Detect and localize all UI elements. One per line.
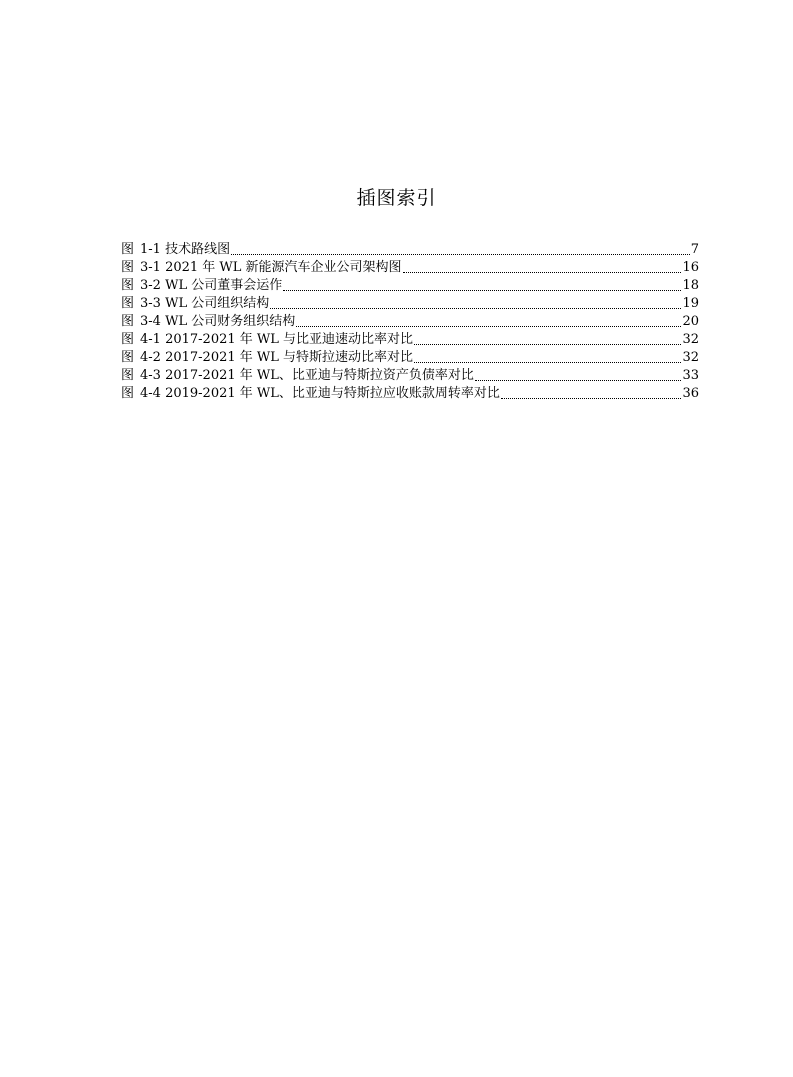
toc-entry-title: 4-2 2017-2021 年 WL 与特斯拉速动比率对比	[140, 350, 414, 365]
toc-entry[interactable]	[121, 259, 699, 277]
toc-entry-label	[121, 385, 500, 403]
toc-entry[interactable]	[121, 313, 699, 331]
toc-entry-prefix: 图	[121, 278, 135, 293]
toc-entry-title: 1-1 技术路线图	[140, 242, 231, 257]
toc-entry-page-number: 7	[690, 242, 699, 257]
figure-index-list	[121, 241, 699, 403]
toc-entry[interactable]	[121, 295, 699, 313]
toc-entry-title: 3-3 WL 公司组织结构	[140, 296, 270, 311]
toc-entry-page-number: 19	[682, 296, 699, 311]
toc-entry-page-number: 32	[682, 350, 699, 365]
toc-entry-prefix: 图	[121, 242, 135, 257]
toc-entry-title: 3-4 WL 公司财务组织结构	[140, 314, 296, 329]
toc-entry[interactable]	[121, 349, 699, 367]
toc-entry-label	[121, 259, 402, 277]
dot-leader	[270, 308, 681, 309]
toc-entry-label	[121, 331, 413, 349]
toc-entry-page-number: 18	[682, 278, 699, 293]
dot-leader	[283, 290, 681, 291]
toc-entry-prefix: 图	[121, 332, 135, 347]
toc-entry-label	[121, 241, 230, 259]
page-title: 插图索引	[356, 187, 437, 209]
toc-entry-label	[121, 295, 269, 313]
toc-entry-page-number: 36	[682, 386, 699, 401]
toc-entry-title: 4-1 2017-2021 年 WL 与比亚迪速动比率对比	[140, 332, 414, 347]
dot-leader	[231, 254, 690, 255]
dot-leader	[475, 380, 682, 381]
toc-entry-label	[121, 277, 282, 295]
toc-entry-page-number: 20	[682, 314, 699, 329]
toc-entry[interactable]	[121, 367, 699, 385]
toc-entry-label	[121, 349, 413, 367]
toc-entry-title: 4-4 2019-2021 年 WL、比亚迪与特斯拉应收账款周转率对比	[140, 386, 500, 401]
toc-entry-label	[121, 313, 295, 331]
toc-entry[interactable]	[121, 385, 699, 403]
toc-entry-prefix: 图	[121, 386, 135, 401]
toc-entry-label	[121, 367, 474, 385]
dot-leader	[414, 362, 681, 363]
dot-leader	[414, 344, 681, 345]
toc-entry-prefix: 图	[121, 296, 135, 311]
toc-entry-title: 3-2 WL 公司董事会运作	[140, 278, 283, 293]
toc-entry[interactable]	[121, 241, 699, 259]
toc-entry-title: 4-3 2017-2021 年 WL、比亚迪与特斯拉资产负债率对比	[140, 368, 474, 383]
dot-leader	[501, 398, 682, 399]
toc-entry[interactable]	[121, 331, 699, 349]
dot-leader	[403, 272, 682, 273]
toc-entry-prefix: 图	[121, 368, 135, 383]
toc-entry-page-number: 16	[682, 260, 699, 275]
toc-entry-page-number: 32	[682, 332, 699, 347]
toc-entry-page-number: 33	[682, 368, 699, 383]
toc-entry-prefix: 图	[121, 350, 135, 365]
toc-entry-prefix: 图	[121, 314, 135, 329]
toc-entry-title: 3-1 2021 年 WL 新能源汽车企业公司架构图	[140, 260, 402, 275]
toc-entry[interactable]	[121, 277, 699, 295]
toc-entry-prefix: 图	[121, 260, 135, 275]
dot-leader	[296, 326, 681, 327]
